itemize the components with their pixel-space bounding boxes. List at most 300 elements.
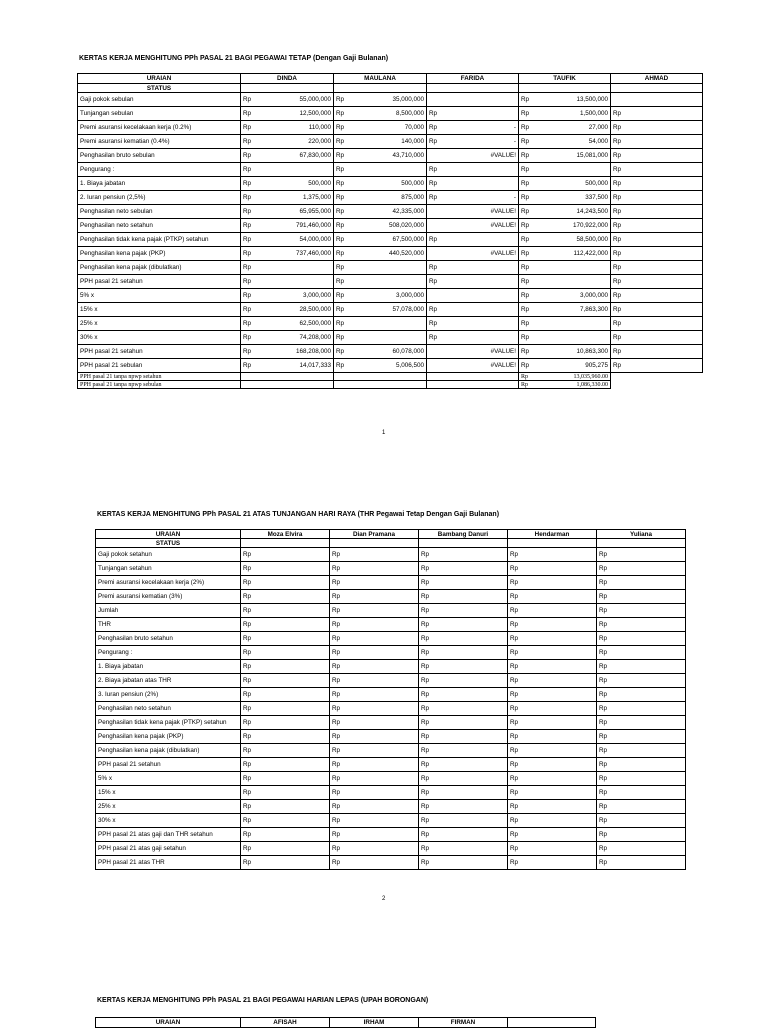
value-cell (508, 632, 597, 646)
amount-value: 27,000 (588, 124, 608, 131)
value-cell (611, 121, 703, 135)
currency-label: Rp (599, 565, 608, 572)
currency-label: Rp (510, 789, 519, 796)
value-cell (611, 135, 703, 149)
row-label: PPH pasal 21 tanpa npwp sebulan (78, 381, 241, 389)
value-cell (334, 359, 427, 373)
value-cell (241, 149, 334, 163)
table-row (78, 163, 703, 177)
status-cell (427, 84, 519, 93)
value-cell (508, 772, 597, 786)
amount-value: 58,500,000 (576, 236, 608, 243)
section2-title: KERTAS KERJA MENGHITUNG PPh PASAL 21 ATAS TUNJANGAN HARI RAYA (THR Pegawai Tetap Dengan Gaji Bulanan) (97, 511, 500, 518)
value-cell (334, 93, 427, 107)
currency-label: Rp (510, 663, 519, 670)
amount-value: 440,520,000 (388, 250, 424, 257)
amount-value: 74,208,000 (299, 334, 331, 341)
value-cell (334, 331, 427, 345)
value-cell (597, 618, 686, 632)
row-label: 30% x (96, 814, 241, 828)
value-cell (330, 688, 419, 702)
header-irham: IRHAM (330, 1018, 419, 1028)
currency-label: Rp (243, 320, 252, 327)
value-cell (508, 716, 597, 730)
currency-label: Rp (243, 152, 252, 159)
value-cell (241, 576, 330, 590)
row-label: 5% x (78, 289, 241, 303)
currency-label: Rp (521, 348, 530, 355)
amount-value: 110,000 (308, 124, 331, 131)
currency-label: Rp (243, 775, 252, 782)
currency-label: Rp (243, 733, 252, 740)
value-cell (597, 604, 686, 618)
table-row (78, 135, 703, 149)
value-cell (508, 800, 597, 814)
value-cell (519, 261, 611, 275)
value-cell (427, 275, 519, 289)
value-cell (597, 562, 686, 576)
currency-label: Rp (243, 208, 252, 215)
amount-value: #VALUE! (490, 250, 516, 257)
value-cell (427, 247, 519, 261)
currency-label: Rp (332, 635, 341, 642)
amount-value: - (513, 194, 516, 201)
currency-label: Rp (521, 306, 530, 313)
value-cell (597, 548, 686, 562)
table-row (96, 646, 686, 660)
header-moza-elvira: Moza Elvira (241, 530, 330, 539)
currency-label: Rp (336, 180, 345, 187)
header-dian-pramana: Dian Pramana (330, 530, 419, 539)
value-cell (330, 730, 419, 744)
value-cell (611, 303, 703, 317)
value-cell (508, 688, 597, 702)
table-row (78, 177, 703, 191)
amount-value: 14,017,333 (299, 362, 331, 369)
value-cell (241, 275, 334, 289)
row-label: PPH pasal 21 atas THR (96, 856, 241, 870)
table-row (96, 772, 686, 786)
table-row (78, 317, 703, 331)
value-cell (427, 373, 519, 381)
amount-value: 12,500,000 (299, 110, 331, 117)
currency-label: Rp (613, 180, 622, 187)
value-cell (241, 345, 334, 359)
amount-value: 140,000 (401, 138, 424, 145)
value-cell (597, 772, 686, 786)
value-cell (241, 562, 330, 576)
currency-label: Rp (599, 845, 608, 852)
amount-value: #VALUE! (490, 152, 516, 159)
amount-value: 42,335,000 (392, 208, 424, 215)
amount-value: 7,863,300 (579, 306, 608, 313)
value-cell (241, 702, 330, 716)
currency-label: Rp (613, 138, 622, 145)
currency-label: Rp (429, 306, 438, 313)
value-cell (241, 716, 330, 730)
value-cell (427, 331, 519, 345)
row-label: 25% x (96, 800, 241, 814)
currency-label: Rp (421, 859, 430, 866)
currency-label: Rp (243, 761, 252, 768)
row-label: Premi asuransi kecelakaan kerja (0.2%) (78, 121, 241, 135)
currency-label: Rp (613, 334, 622, 341)
amount-value: 875,000 (401, 194, 424, 201)
header-uraian: URAIAN (78, 74, 241, 84)
currency-label: Rp (243, 789, 252, 796)
currency-label: Rp (429, 278, 438, 285)
currency-label: Rp (336, 348, 345, 355)
value-cell (611, 345, 703, 359)
row-label: Gaji pokok setahun (96, 548, 241, 562)
amount-value: 65,955,000 (299, 208, 331, 215)
value-cell (330, 660, 419, 674)
value-cell (330, 842, 419, 856)
currency-label: Rp (243, 607, 252, 614)
value-cell (519, 163, 611, 177)
amount-value: 10,863,300 (576, 348, 608, 355)
status-cell (330, 539, 419, 548)
currency-label: Rp (599, 649, 608, 656)
value-cell (419, 716, 508, 730)
table-row (96, 576, 686, 590)
amount-value: 508,020,000 (388, 222, 424, 229)
value-cell (427, 93, 519, 107)
value-cell (330, 632, 419, 646)
currency-label: Rp (243, 278, 252, 285)
row-label: 1. Biaya jabatan (78, 177, 241, 191)
value-cell (519, 359, 611, 373)
amount-value: - (513, 138, 516, 145)
currency-label: Rp (332, 677, 341, 684)
currency-label: Rp (332, 565, 341, 572)
table-row (78, 107, 703, 121)
value-cell (241, 744, 330, 758)
table-row (96, 730, 686, 744)
currency-label: Rp (521, 96, 530, 103)
value-cell (330, 856, 419, 870)
currency-label: Rp (421, 635, 430, 642)
pph21-thr-table (95, 529, 686, 870)
amount-value: 15,081,000 (576, 152, 608, 159)
amount-value: 67,500,000 (392, 236, 424, 243)
value-cell (419, 688, 508, 702)
currency-label: Rp (613, 320, 622, 327)
value-cell (330, 758, 419, 772)
amount-value: 112,422,000 (573, 250, 608, 257)
currency-label: Rp (421, 677, 430, 684)
value-cell (611, 331, 703, 345)
amount-value: 1,375,000 (302, 194, 331, 201)
value-cell (334, 261, 427, 275)
value-cell (419, 590, 508, 604)
value-cell (330, 548, 419, 562)
value-cell (334, 373, 427, 381)
currency-label: Rp (243, 705, 252, 712)
row-label: PPH pasal 21 setahun (96, 758, 241, 772)
currency-label: Rp (599, 817, 608, 824)
value-cell (611, 205, 703, 219)
header-dinda: DINDA (241, 74, 334, 84)
value-cell (241, 317, 334, 331)
currency-label: Rp (243, 180, 252, 187)
value-cell (611, 261, 703, 275)
value-cell (508, 590, 597, 604)
value-cell (241, 604, 330, 618)
value-cell (330, 800, 419, 814)
value-cell (241, 842, 330, 856)
row-label: 15% x (96, 786, 241, 800)
value-cell (427, 381, 519, 389)
value-cell (241, 828, 330, 842)
value-cell (427, 205, 519, 219)
table-row (96, 842, 686, 856)
table-row (78, 275, 703, 289)
row-label: Penghasilan bruto setahun (96, 632, 241, 646)
row-label: 2. Iuran pensiun (2,5%) (78, 191, 241, 205)
value-cell (597, 758, 686, 772)
currency-label: Rp (336, 334, 345, 341)
value-cell (419, 562, 508, 576)
currency-label: Rp (510, 621, 519, 628)
currency-label: Rp (599, 859, 608, 866)
table-row (96, 604, 686, 618)
row-label: Tunjangan sebulan (78, 107, 241, 121)
currency-label: Rp (421, 649, 430, 656)
currency-label: Rp (421, 803, 430, 810)
currency-label: Rp (243, 334, 252, 341)
currency-label: Rp (243, 362, 252, 369)
value-cell (519, 317, 611, 331)
currency-label: Rp (599, 579, 608, 586)
currency-label: Rp (336, 96, 345, 103)
currency-label: Rp (510, 593, 519, 600)
value-cell (508, 618, 597, 632)
value-cell (241, 233, 334, 247)
value-cell (419, 800, 508, 814)
currency-label: Rp (510, 551, 519, 558)
value-cell (419, 828, 508, 842)
table-row (96, 856, 686, 870)
value-cell (519, 275, 611, 289)
currency-label: Rp (332, 845, 341, 852)
value-cell (330, 828, 419, 842)
currency-label: Rp (521, 264, 530, 271)
value-cell (419, 674, 508, 688)
amount-value: #VALUE! (490, 348, 516, 355)
amount-value: 170,922,000 (572, 222, 608, 229)
table-row (96, 618, 686, 632)
currency-label: Rp (613, 166, 622, 173)
value-cell (508, 814, 597, 828)
value-cell (508, 660, 597, 674)
amount-value: #VALUE! (490, 208, 516, 215)
currency-label: Rp (521, 152, 530, 159)
currency-label: Rp (336, 208, 345, 215)
row-label: Penghasilan neto setahun (96, 702, 241, 716)
table-row (78, 373, 703, 381)
currency-label: Rp (510, 859, 519, 866)
pph21-permanent-employee-table (77, 73, 703, 389)
currency-label: Rp (429, 236, 438, 243)
value-cell (508, 744, 597, 758)
amount-value: 3,000,000 (302, 292, 331, 299)
value-cell (519, 177, 611, 191)
currency-label: Rp (599, 719, 608, 726)
table-row (78, 345, 703, 359)
value-cell (419, 660, 508, 674)
value-cell (241, 359, 334, 373)
currency-label: Rp (421, 691, 430, 698)
value-cell (241, 289, 334, 303)
value-cell (519, 345, 611, 359)
currency-label: Rp (613, 152, 622, 159)
value-cell (611, 149, 703, 163)
currency-label: Rp (243, 124, 252, 131)
currency-label: Rp (243, 859, 252, 866)
amount-value: 57,078,000 (392, 306, 424, 313)
currency-label: Rp (243, 166, 252, 173)
currency-label: Rp (599, 691, 608, 698)
currency-label: Rp (521, 250, 530, 257)
value-cell (611, 289, 703, 303)
currency-label: Rp (243, 817, 252, 824)
currency-label: Rp (421, 593, 430, 600)
section3-title: KERTAS KERJA MENGHITUNG PPh PASAL 21 BAGI PEGAWAI HARIAN LEPAS (UPAH BORONGAN) (97, 997, 429, 1004)
value-cell (419, 786, 508, 800)
amount-value: 13,500,000 (576, 96, 608, 103)
value-cell (241, 373, 334, 381)
value-cell (330, 744, 419, 758)
currency-label: Rp (429, 194, 438, 201)
value-cell (419, 814, 508, 828)
page-number: 2 (382, 896, 386, 902)
value-cell (419, 730, 508, 744)
status-cell (611, 84, 703, 93)
currency-label: Rp (421, 607, 430, 614)
value-cell (611, 275, 703, 289)
value-cell (519, 205, 611, 219)
currency-label: Rp (613, 278, 622, 285)
value-cell (330, 674, 419, 688)
currency-label: Rp (421, 831, 430, 838)
table-row (78, 219, 703, 233)
row-label: 1. Biaya jabatan (96, 660, 241, 674)
value-cell (419, 604, 508, 618)
amount-value: 54,000,000 (299, 236, 331, 243)
currency-label: Rp (243, 593, 252, 600)
currency-label: Rp (332, 831, 341, 838)
amount-value: 43,710,000 (392, 152, 424, 159)
currency-label: Rp (243, 579, 252, 586)
amount-value: 737,460,000 (295, 250, 331, 257)
amount-value: - (513, 124, 516, 131)
table-row (78, 93, 703, 107)
table-row (78, 261, 703, 275)
currency-label: Rp (336, 166, 345, 173)
amount-value: 337,500 (585, 194, 608, 201)
header-afisah: AFISAH (241, 1018, 330, 1028)
value-cell (519, 121, 611, 135)
currency-label: Rp (243, 194, 252, 201)
value-cell (334, 345, 427, 359)
currency-label: Rp (599, 677, 608, 684)
currency-label: Rp (243, 621, 252, 628)
value-cell (427, 289, 519, 303)
value-cell (241, 590, 330, 604)
value-cell (597, 674, 686, 688)
currency-label: Rp (510, 831, 519, 838)
currency-label: Rp (510, 817, 519, 824)
table-row (96, 548, 686, 562)
currency-label: Rp (521, 124, 530, 131)
row-label: Penghasilan tidak kena pajak (PTKP) setahun (78, 233, 241, 247)
value-cell (241, 205, 334, 219)
currency-label: Rp (510, 775, 519, 782)
status-label: STATUS (96, 539, 241, 548)
value-cell (508, 562, 597, 576)
value-cell (597, 828, 686, 842)
currency-label: Rp (332, 803, 341, 810)
value-cell (334, 247, 427, 261)
status-cell (519, 84, 611, 93)
value-cell (241, 548, 330, 562)
amount-value: 1,500,000 (579, 110, 608, 117)
value-cell (330, 814, 419, 828)
currency-label: Rp (429, 166, 438, 173)
value-cell (519, 331, 611, 345)
value-cell (334, 107, 427, 121)
header-maulana: MAULANA (334, 74, 427, 84)
value-cell (241, 758, 330, 772)
row-label: THR (96, 618, 241, 632)
amount-value: 500,000 (308, 180, 331, 187)
currency-label: Rp (336, 138, 345, 145)
currency-label: Rp (510, 747, 519, 754)
value-cell (508, 730, 597, 744)
row-label: PPH pasal 21 atas gaji dan THR setahun (96, 828, 241, 842)
value-cell (419, 772, 508, 786)
amount-value: 55,000,000 (299, 96, 331, 103)
value-cell (611, 177, 703, 191)
value-cell (241, 107, 334, 121)
currency-label: Rp (599, 705, 608, 712)
table-row (78, 359, 703, 373)
currency-label: Rp (332, 551, 341, 558)
table-row (96, 632, 686, 646)
currency-label: Rp (613, 306, 622, 313)
value-cell (519, 247, 611, 261)
currency-label: Rp (421, 817, 430, 824)
currency-label: Rp (336, 362, 345, 369)
row-label: Penghasilan kena pajak (PKP) (96, 730, 241, 744)
value-cell (597, 800, 686, 814)
currency-label: Rp (599, 761, 608, 768)
header-yuliana: Yuliana (597, 530, 686, 539)
value-cell (241, 632, 330, 646)
row-label: 25% x (78, 317, 241, 331)
currency-label: Rp (421, 579, 430, 586)
header-bambang-danuri: Bambang Danuri (419, 530, 508, 539)
amount-value: 3,000,000 (579, 292, 608, 299)
amount-value: 500,000 (401, 180, 424, 187)
value-cell (334, 149, 427, 163)
currency-label: Rp (521, 180, 530, 187)
currency-label: Rp (332, 859, 341, 866)
currency-label: Rp (521, 320, 530, 327)
row-label: Penghasilan kena pajak (PKP) (78, 247, 241, 261)
currency-label: Rp (510, 719, 519, 726)
